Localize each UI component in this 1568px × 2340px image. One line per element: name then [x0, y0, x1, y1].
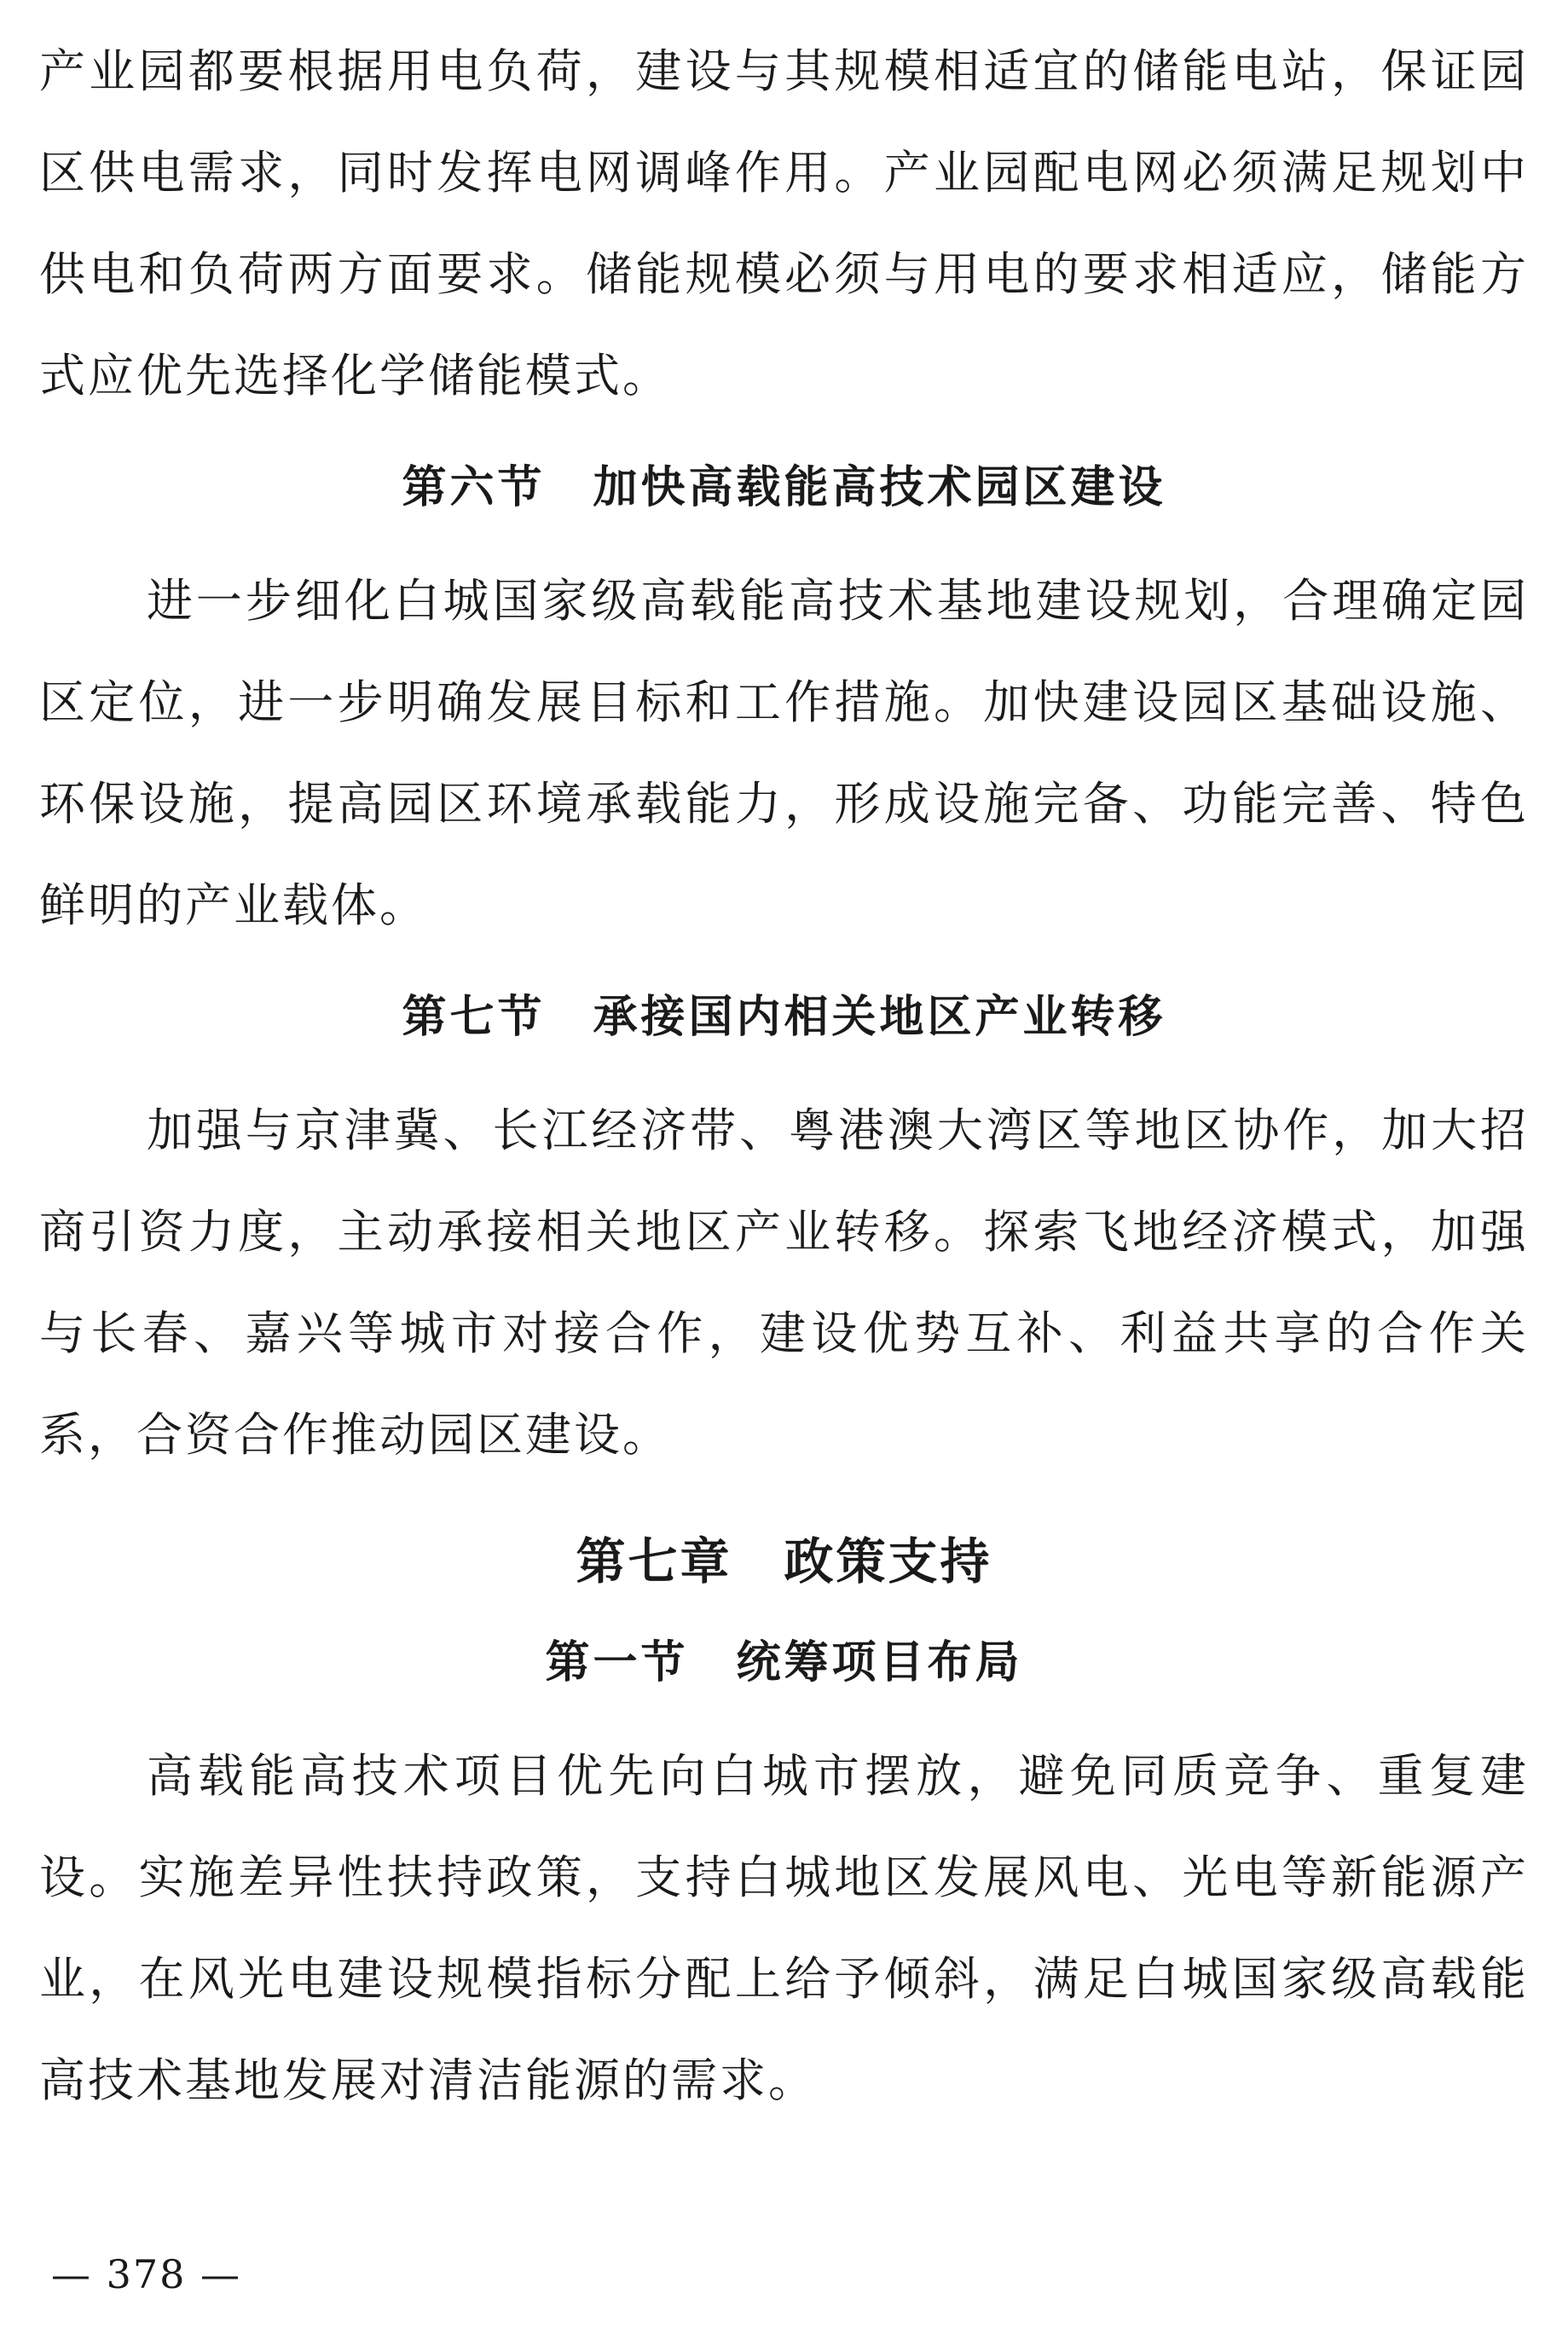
section-title-7: 第七节 承接国内相关地区产业转移 [402, 991, 1166, 1043]
section-title-6: 第六节 加快高载能高技术园区建设 [402, 461, 1166, 513]
spacer [39, 426, 1529, 435]
spacer [39, 1486, 1529, 1501]
chapter-title-7: 第七章 政策支持 [576, 1532, 992, 1590]
paragraph-industry-transfer: 加强与京津冀、长江经济带、粤港澳大湾区等地区协作，加大招商引资力度，主动承接相关地区产业转移。探索飞地经济模式，加强与长春、嘉兴等城市对接合作，建设优势互补、利益共享的合作关系，合资合作推动园区建设。 [39, 1103, 1529, 1462]
spacer [39, 956, 1529, 964]
page-number: — 378 — [51, 2251, 242, 2297]
document-page [39, 20, 1529, 2131]
section-title-1: 第一节 统筹项目布局 [545, 1636, 1023, 1688]
paragraph-project-layout: 高载能高技术项目优先向白城市摆放，避免同质竞争、重复建设。实施差异性扶持政策，支持白城地区发展风电、光电等新能源产业，在风光电建设规模指标分配上给予倾斜，满足白城国家级高载能高技术基地发展对清洁能源的需求。 [39, 1749, 1529, 2107]
paragraph-storage-stations: 产业园都要根据用电负荷，建设与其规模相适宜的储能电站，保证园区供电需求，同时发挥电网调峰作用。产业园配电网必须满足规划中供电和负荷两方面要求。储能规模必须与用电的要求相适应，储能方式应优先选择化学储能模式。 [39, 44, 1529, 403]
paragraph-park-construction: 进一步细化白城国家级高载能高技术基地建设规划，合理确定园区定位，进一步明确发展目标和工作措施。加快建设园区基础设施、环保设施，提高园区环境承载能力，形成设施完备、功能完善、特色鲜明的产业载体。 [39, 574, 1529, 932]
